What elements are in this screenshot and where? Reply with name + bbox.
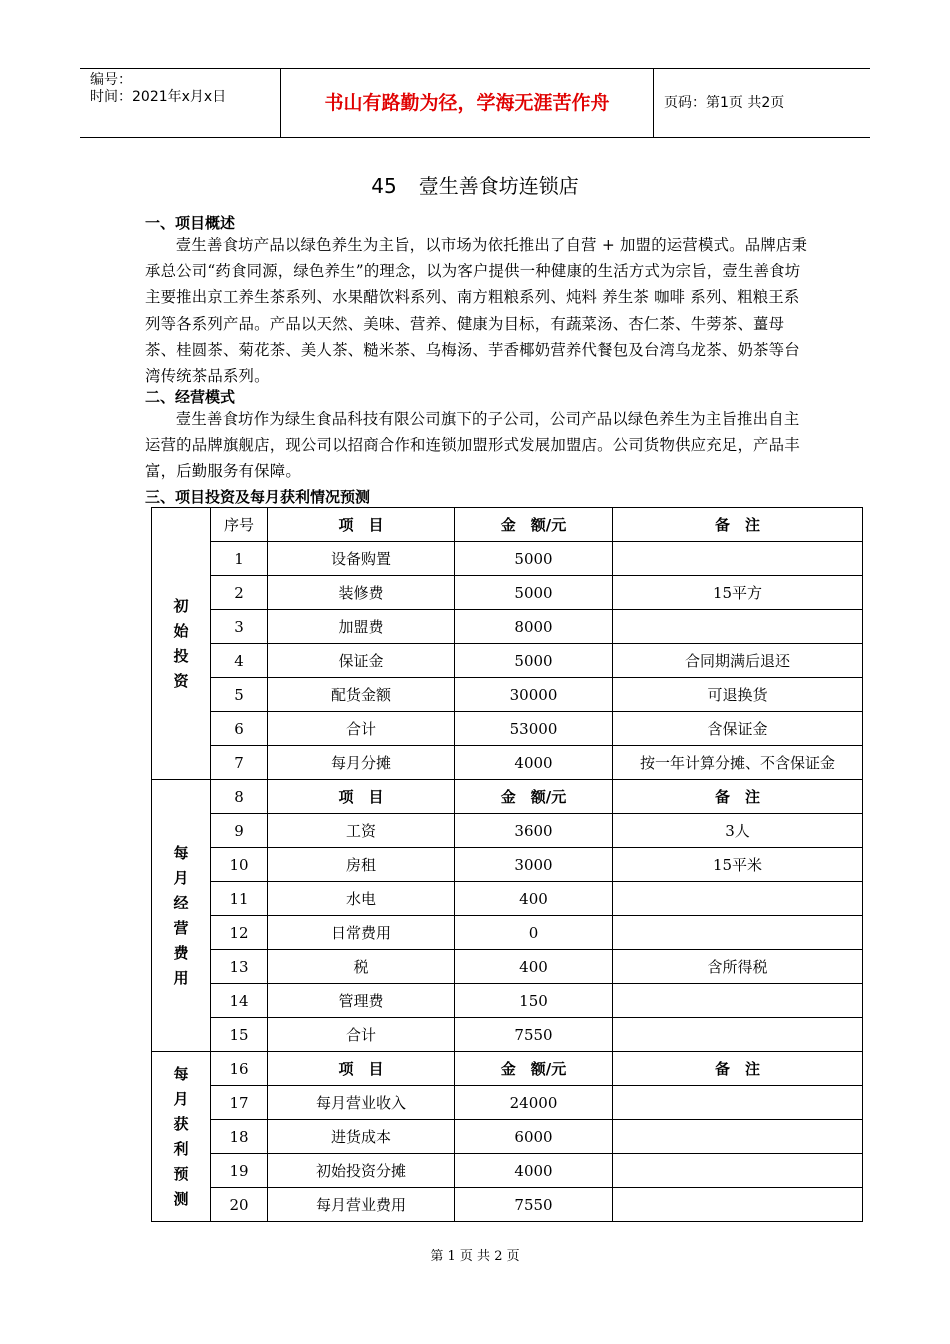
section-label-char: 用	[173, 968, 189, 987]
section-label-char: 获	[173, 1114, 189, 1133]
section-label-char: 月	[173, 868, 189, 887]
table-row	[152, 644, 863, 678]
note-cell: 3人	[613, 814, 863, 848]
item-cell: 配货金额	[268, 678, 455, 712]
table-row	[152, 848, 863, 882]
section-label	[152, 780, 211, 1052]
item-cell: 装修费	[268, 576, 455, 610]
table-row	[152, 1154, 863, 1188]
amount-cell: 4000	[455, 746, 613, 780]
row-number: 9	[211, 814, 268, 848]
row-number: 18	[211, 1120, 268, 1154]
note-cell	[613, 984, 863, 1018]
row-number: 10	[211, 848, 268, 882]
note-cell: 合同期满后退还	[613, 644, 863, 678]
item-cell: 管理费	[268, 984, 455, 1018]
section-body-overview: 壹生善食坊产品以绿色养生为主旨，以市场为依托推出了自营 + 加盟的运营模式。品牌店秉承总公司“药食同源，绿色养生”的理念，以为客户提供一种健康的生活方式为宗旨，壹生善食坊主要推出京工养生茶系列、水果醋饮料系列、南方粗粮系列、炖料 养生茶 咖啡 系列、粗粮王系列等各系列产品。产品以天然、美味、营养、健康为目标，有蔬菜汤、杏仁茶、牛蒡茶、薑母茶、桂圆茶、菊花茶、美人茶、糙米茶、乌梅汤、芋香椰奶营养代餐包及台湾乌龙茶、奶茶等台湾传统茶品系列。	[145, 236, 808, 386]
table-row	[152, 746, 863, 780]
amount-cell: 6000	[455, 1120, 613, 1154]
table-row	[152, 916, 863, 950]
page-header	[80, 68, 870, 138]
table-row	[152, 984, 863, 1018]
row-number: 6	[211, 712, 268, 746]
row-number: 11	[211, 882, 268, 916]
item-cell: 房租	[268, 848, 455, 882]
section-label-char: 月	[173, 1089, 189, 1108]
row-number: 16	[211, 1052, 268, 1086]
item-cell: 每月营业费用	[268, 1188, 455, 1222]
row-number: 12	[211, 916, 268, 950]
item-cell: 保证金	[268, 644, 455, 678]
note-cell: 15平米	[613, 848, 863, 882]
note-cell: 含保证金	[613, 712, 863, 746]
row-number: 20	[211, 1188, 268, 1222]
item-cell: 合计	[268, 1018, 455, 1052]
amount-cell: 400	[455, 950, 613, 984]
amount-cell: 3000	[455, 848, 613, 882]
amount-cell: 5000	[455, 576, 613, 610]
section-label-char: 资	[173, 671, 189, 690]
row-number: 19	[211, 1154, 268, 1188]
amount-cell: 24000	[455, 1086, 613, 1120]
motto: 书山有路勤为径，学海无涯苦作舟	[324, 92, 610, 114]
section-label-char: 经	[173, 893, 189, 912]
row-number: 15	[211, 1018, 268, 1052]
table-row	[152, 610, 863, 644]
table-header-row	[152, 508, 863, 542]
table-row	[152, 678, 863, 712]
number-label: 编号：	[90, 72, 132, 88]
row-number: 1	[211, 542, 268, 576]
page-info: 页码：第1页 共2页	[664, 95, 785, 111]
item-cell: 设备购置	[268, 542, 455, 576]
amount-cell: 53000	[455, 712, 613, 746]
note-cell	[613, 1120, 863, 1154]
note-cell: 备 注	[613, 508, 863, 542]
item-cell: 每月营业收入	[268, 1086, 455, 1120]
section-label-char: 利	[173, 1139, 189, 1158]
note-cell	[613, 882, 863, 916]
section-label-char: 初	[173, 596, 189, 615]
table-row	[152, 814, 863, 848]
item-cell: 合计	[268, 712, 455, 746]
row-number: 4	[211, 644, 268, 678]
amount-cell: 400	[455, 882, 613, 916]
note-cell	[613, 1018, 863, 1052]
note-cell: 备 注	[613, 780, 863, 814]
section-label-char: 费	[173, 943, 189, 962]
amount-cell: 5000	[455, 542, 613, 576]
amount-cell: 150	[455, 984, 613, 1018]
amount-cell: 0	[455, 916, 613, 950]
amount-cell: 8000	[455, 610, 613, 644]
header-page-cell	[654, 69, 870, 137]
item-cell: 日常费用	[268, 916, 455, 950]
table-row	[152, 882, 863, 916]
amount-cell: 金 额/元	[455, 508, 613, 542]
section-label-char: 测	[173, 1189, 189, 1208]
item-cell: 税	[268, 950, 455, 984]
section-label-char: 投	[173, 646, 189, 665]
section-heading-overview: 一、项目概述	[145, 214, 236, 232]
amount-cell: 3600	[455, 814, 613, 848]
row-number: 5	[211, 678, 268, 712]
row-number: 2	[211, 576, 268, 610]
item-cell: 项 目	[268, 780, 455, 814]
amount-cell: 5000	[455, 644, 613, 678]
table-row	[152, 1018, 863, 1052]
table-header-row	[152, 780, 863, 814]
row-number: 7	[211, 746, 268, 780]
table-row	[152, 1188, 863, 1222]
table-row	[152, 1120, 863, 1154]
note-cell	[613, 1188, 863, 1222]
note-cell	[613, 1086, 863, 1120]
section-heading-mode: 二、经营模式	[145, 388, 236, 406]
item-cell: 进货成本	[268, 1120, 455, 1154]
section-label	[152, 1052, 211, 1222]
amount-cell: 7550	[455, 1188, 613, 1222]
date-label: 时间：2021年x月x日	[90, 89, 227, 105]
item-cell: 项 目	[268, 508, 455, 542]
row-number: 3	[211, 610, 268, 644]
table-row	[152, 542, 863, 576]
section-label-char: 每	[173, 1064, 189, 1083]
note-cell: 可退换货	[613, 678, 863, 712]
row-number: 14	[211, 984, 268, 1018]
table-row	[152, 712, 863, 746]
row-number: 序号	[211, 508, 268, 542]
note-cell: 备 注	[613, 1052, 863, 1086]
doc-number: 45	[371, 174, 397, 198]
item-cell: 初始投资分摊	[268, 1154, 455, 1188]
page-footer: 第 1 页 共 2 页	[430, 1249, 520, 1264]
section-body-mode: 壹生善食坊作为绿生食品科技有限公司旗下的子公司，公司产品以绿色养生为主旨推出自主运营的品牌旗舰店，现公司以招商合作和连锁加盟形式发展加盟店。公司货物供应充足，产品丰富，后勤服务有保障。	[145, 410, 800, 481]
note-cell	[613, 916, 863, 950]
item-cell: 水电	[268, 882, 455, 916]
item-cell: 每月分摊	[268, 746, 455, 780]
investment-table	[151, 507, 863, 1222]
table-row	[152, 950, 863, 984]
note-cell: 15平方	[613, 576, 863, 610]
row-number: 8	[211, 780, 268, 814]
item-cell: 工资	[268, 814, 455, 848]
amount-cell: 30000	[455, 678, 613, 712]
row-number: 13	[211, 950, 268, 984]
section-label-char: 营	[173, 918, 189, 937]
table-row	[152, 576, 863, 610]
item-cell: 加盟费	[268, 610, 455, 644]
amount-cell: 4000	[455, 1154, 613, 1188]
table-header-row	[152, 1052, 863, 1086]
row-number: 17	[211, 1086, 268, 1120]
section-label	[152, 508, 211, 780]
header-motto-cell	[281, 69, 654, 137]
note-cell: 按一年计算分摊、不含保证金	[613, 746, 863, 780]
note-cell	[613, 610, 863, 644]
doc-title	[80, 170, 870, 199]
section-label-char: 始	[173, 621, 189, 640]
header-meta	[80, 69, 281, 137]
amount-cell: 金 额/元	[455, 1052, 613, 1086]
amount-cell: 金 额/元	[455, 780, 613, 814]
table-row	[152, 1086, 863, 1120]
note-cell	[613, 1154, 863, 1188]
section-label-char: 每	[173, 843, 189, 862]
note-cell: 含所得税	[613, 950, 863, 984]
note-cell	[613, 542, 863, 576]
item-cell: 项 目	[268, 1052, 455, 1086]
section-heading-investment: 三、项目投资及每月获利情况预测	[145, 488, 371, 506]
amount-cell: 7550	[455, 1018, 613, 1052]
doc-title-text: 壹生善食坊连锁店	[418, 174, 579, 198]
section-label-char: 预	[173, 1164, 189, 1183]
